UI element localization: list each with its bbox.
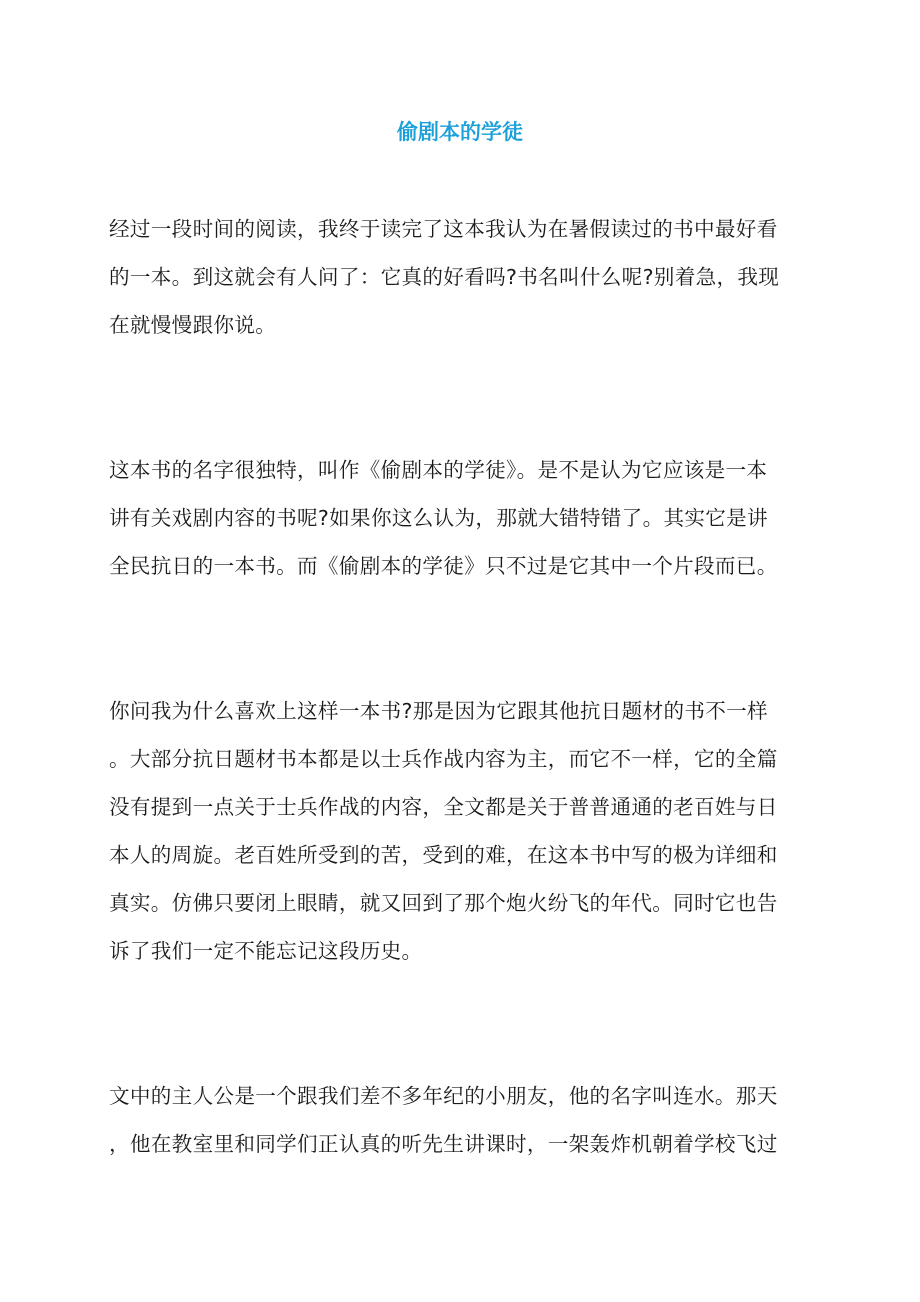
document-title: 偷剧本的学徒 [397,120,523,144]
paragraph-line: 讲有关戏剧内容的书呢?如果你这么认为，那就大错特错了。其实它是讲 [109,506,768,530]
paragraph-line: 你问我为什么喜欢上这样一本书?那是因为它跟其他抗日题材的书不一样 [109,699,768,723]
paragraph-line: 。大部分抗日题材书本都是以士兵作战内容为主，而它不一样，它的全篇 [109,747,778,771]
paragraph-line: ，他在教室里和同学们正认真的听先生讲课时，一架轰炸机朝着学校飞过 [109,1132,778,1156]
paragraph-line: 诉了我们一定不能忘记这段历史。 [109,939,423,963]
paragraph-line: 全民抗日的一本书。而《偷剧本的学徒》只不过是它其中一个片段而已。 [109,554,778,578]
paragraph-line: 本人的周旋。老百姓所受到的苦，受到的难，在这本书中写的极为详细和 [109,843,778,867]
paragraph-3 [109,687,809,975]
paragraph-line: 这本书的名字很独特，叫作《偷剧本的学徒》。是不是认为它应该是一本 [109,458,768,482]
paragraph-line: 没有提到一点关于士兵作战的内容，全文都是关于普普通通的老百姓与日 [109,795,778,819]
paragraph-line: 在就慢慢跟你说。 [109,313,277,337]
paragraph-line: 的一本。到这就会有人问了：它真的好看吗?书名叫什么呢?别着急，我现 [109,265,780,289]
paragraph-1 [109,205,809,349]
paragraph-4 [109,1072,809,1168]
paragraph-2 [109,446,809,590]
paragraph-line: 真实。仿佛只要闭上眼睛，就又回到了那个炮火纷飞的年代。同时它也告 [109,891,778,915]
paragraph-line: 经过一段时间的阅读，我终于读完了这本我认为在暑假读过的书中最好看 [109,217,778,241]
paragraph-line: 文中的主人公是一个跟我们差不多年纪的小朋友，他的名字叫连水。那天 [109,1084,778,1108]
